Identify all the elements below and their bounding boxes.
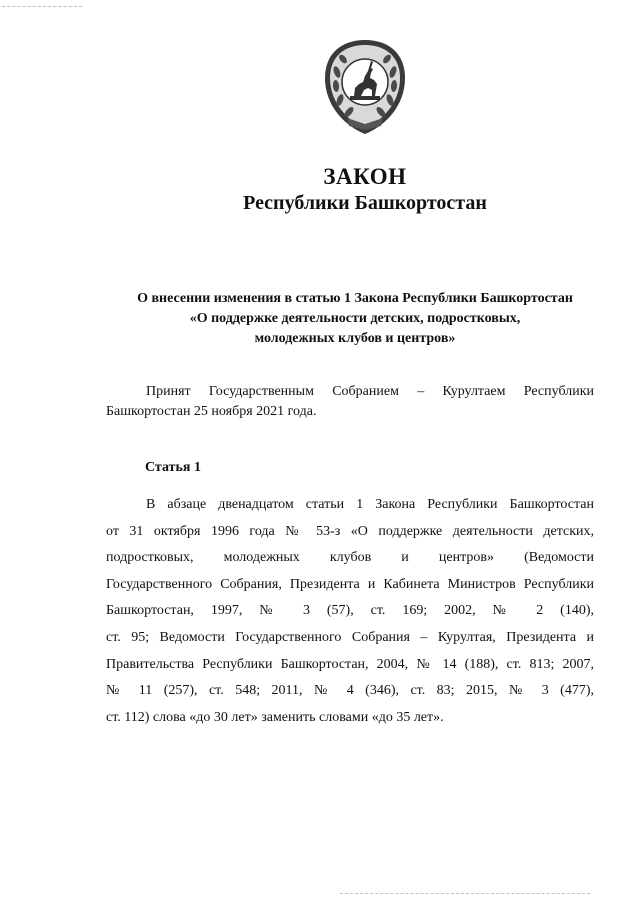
scan-artifact-bottom [340, 893, 590, 896]
article-line: Правительства Республики Башкортостан, 2004, № 14 (188), ст. 813; 2007, [106, 656, 594, 672]
article-line: В абзаце двенадцатом статьи 1 Закона Республики Башкортостан [146, 497, 594, 512]
article-line: ст. 95; Ведомости Государственного Собрания – Курултая, Президента и [106, 629, 594, 645]
article-line: подростковых, молодежных клубов и центров» (Ведомости [106, 550, 594, 566]
law-heading [105, 289, 605, 349]
document-subtitle: Республики Башкортостан [243, 192, 487, 214]
bashkortostan-coat-of-arms-icon [321, 38, 409, 136]
heading-line: О внесении изменения в статью 1 Закона Республики Башкортостан [137, 291, 573, 306]
article-line: ст. 112) слова «до 30 лет» заменить словами «до 35 лет». [106, 709, 444, 725]
heading-line: молодежных клубов и центров» [254, 331, 456, 346]
law-title-block [0, 163, 640, 215]
article-line: Государственного Собрания, Президента и Кабинета Министров Республики [106, 576, 594, 592]
document-title: ЗАКОН [323, 164, 407, 189]
adoption-statement [106, 382, 594, 422]
adoption-line: Принят Государственным Собранием – Курултаем Республики [146, 384, 594, 399]
article-line: от 31 октября 1996 года № 53-з «О поддержке деятельности детских, [106, 523, 594, 539]
adoption-line: Башкортостан 25 ноября 2021 года. [106, 404, 317, 419]
article-line: № 11 (257), ст. 548; 2011, № 4 (346), ст. 83; 2015, № 3 (477), [106, 683, 594, 699]
scan-artifact-top [2, 6, 82, 10]
article-body [106, 492, 594, 731]
heading-line: «О поддержке деятельности детских, подростковых, [189, 311, 521, 326]
article-line: Башкортостан, 1997, № 3 (57), ст. 169; 2002, № 2 (140), [106, 603, 594, 619]
article-title: Статья 1 [145, 460, 201, 475]
